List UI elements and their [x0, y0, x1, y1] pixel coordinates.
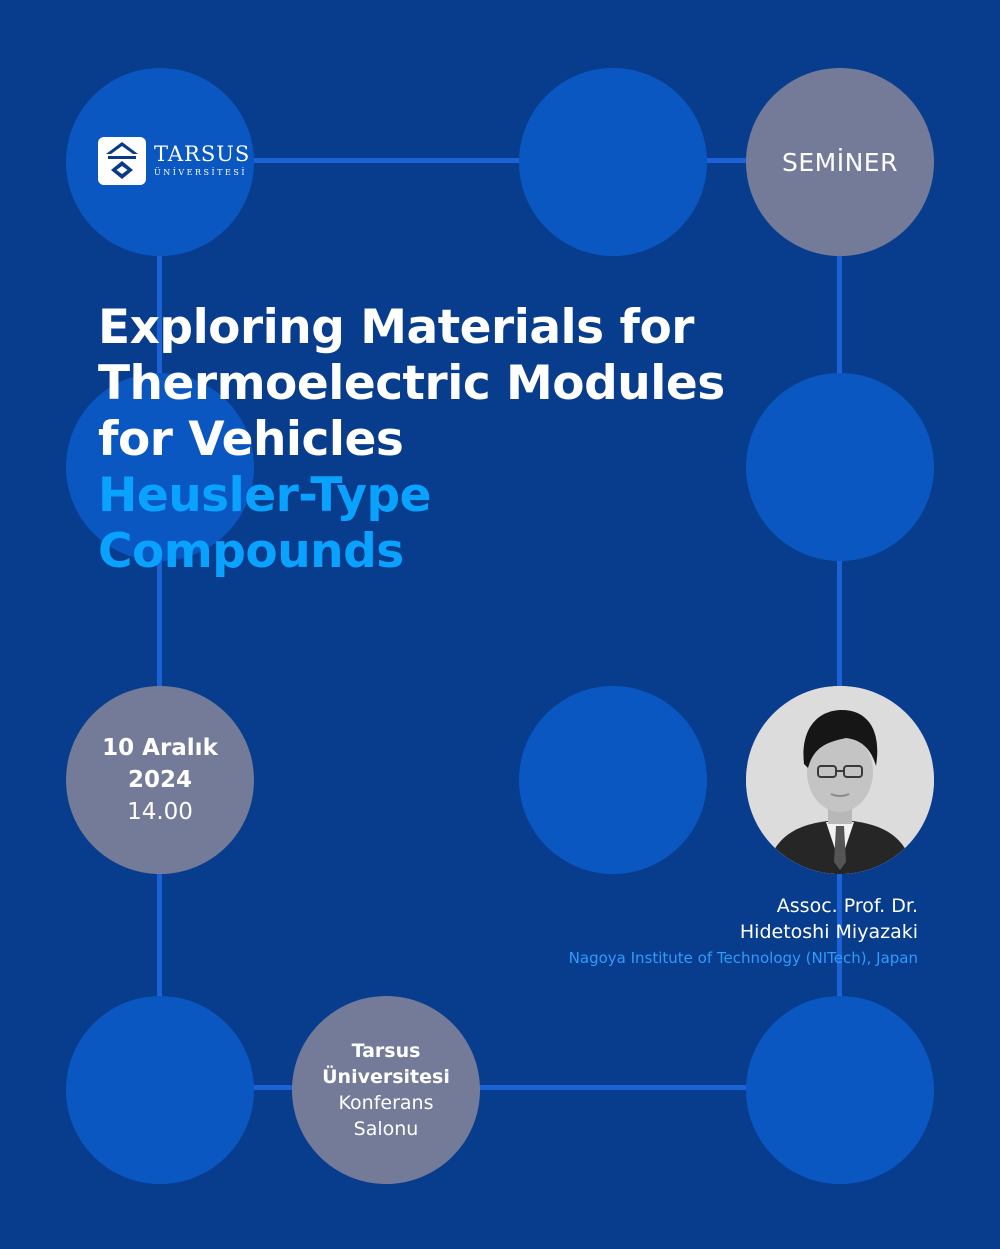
date-time: 14.00	[127, 799, 193, 825]
connector-line-bottom	[160, 1085, 840, 1090]
university-logo-text	[154, 142, 250, 179]
date-year: 2024	[127, 767, 192, 793]
decor-circle-top-center	[519, 68, 707, 256]
title-line-1: Exploring Materials for	[98, 300, 694, 355]
title-line-3: for Vehicles	[98, 412, 404, 467]
venue-line-3: Konferans	[338, 1092, 434, 1114]
speaker-info	[569, 893, 918, 971]
decor-circle-center	[519, 686, 707, 874]
decor-circle-bottom-left	[66, 996, 254, 1184]
speaker-title: Assoc. Prof. Dr.	[776, 895, 918, 917]
venue-line-1: Tarsus	[351, 1040, 421, 1062]
seminar-badge: SEMİNER	[782, 147, 898, 177]
venue-line-4: Salonu	[353, 1118, 419, 1140]
date-day-month: 10 Aralık	[102, 735, 218, 761]
venue-block	[292, 996, 480, 1184]
speaker-name: Hidetoshi Miyazaki	[739, 921, 918, 943]
subtitle-line-2: Compounds	[98, 524, 404, 579]
connector-line-top	[160, 158, 840, 163]
university-logo-icon	[98, 137, 146, 185]
logo-name: TARSUS	[154, 142, 251, 166]
logo-subtitle: ÜNİVERSİTESİ	[154, 168, 247, 177]
decor-circle-bottom-right	[746, 996, 934, 1184]
title-line-2: Thermoelectric Modules	[98, 356, 725, 411]
date-block	[66, 686, 254, 874]
venue-line-2: Üniversitesi	[322, 1066, 450, 1088]
seminar-title	[98, 300, 898, 580]
speaker-affiliation: Nagoya Institute of Technology (NITech), Japan	[568, 949, 918, 967]
subtitle-line-1: Heusler-Type	[98, 468, 432, 523]
speaker-photo	[746, 686, 934, 874]
